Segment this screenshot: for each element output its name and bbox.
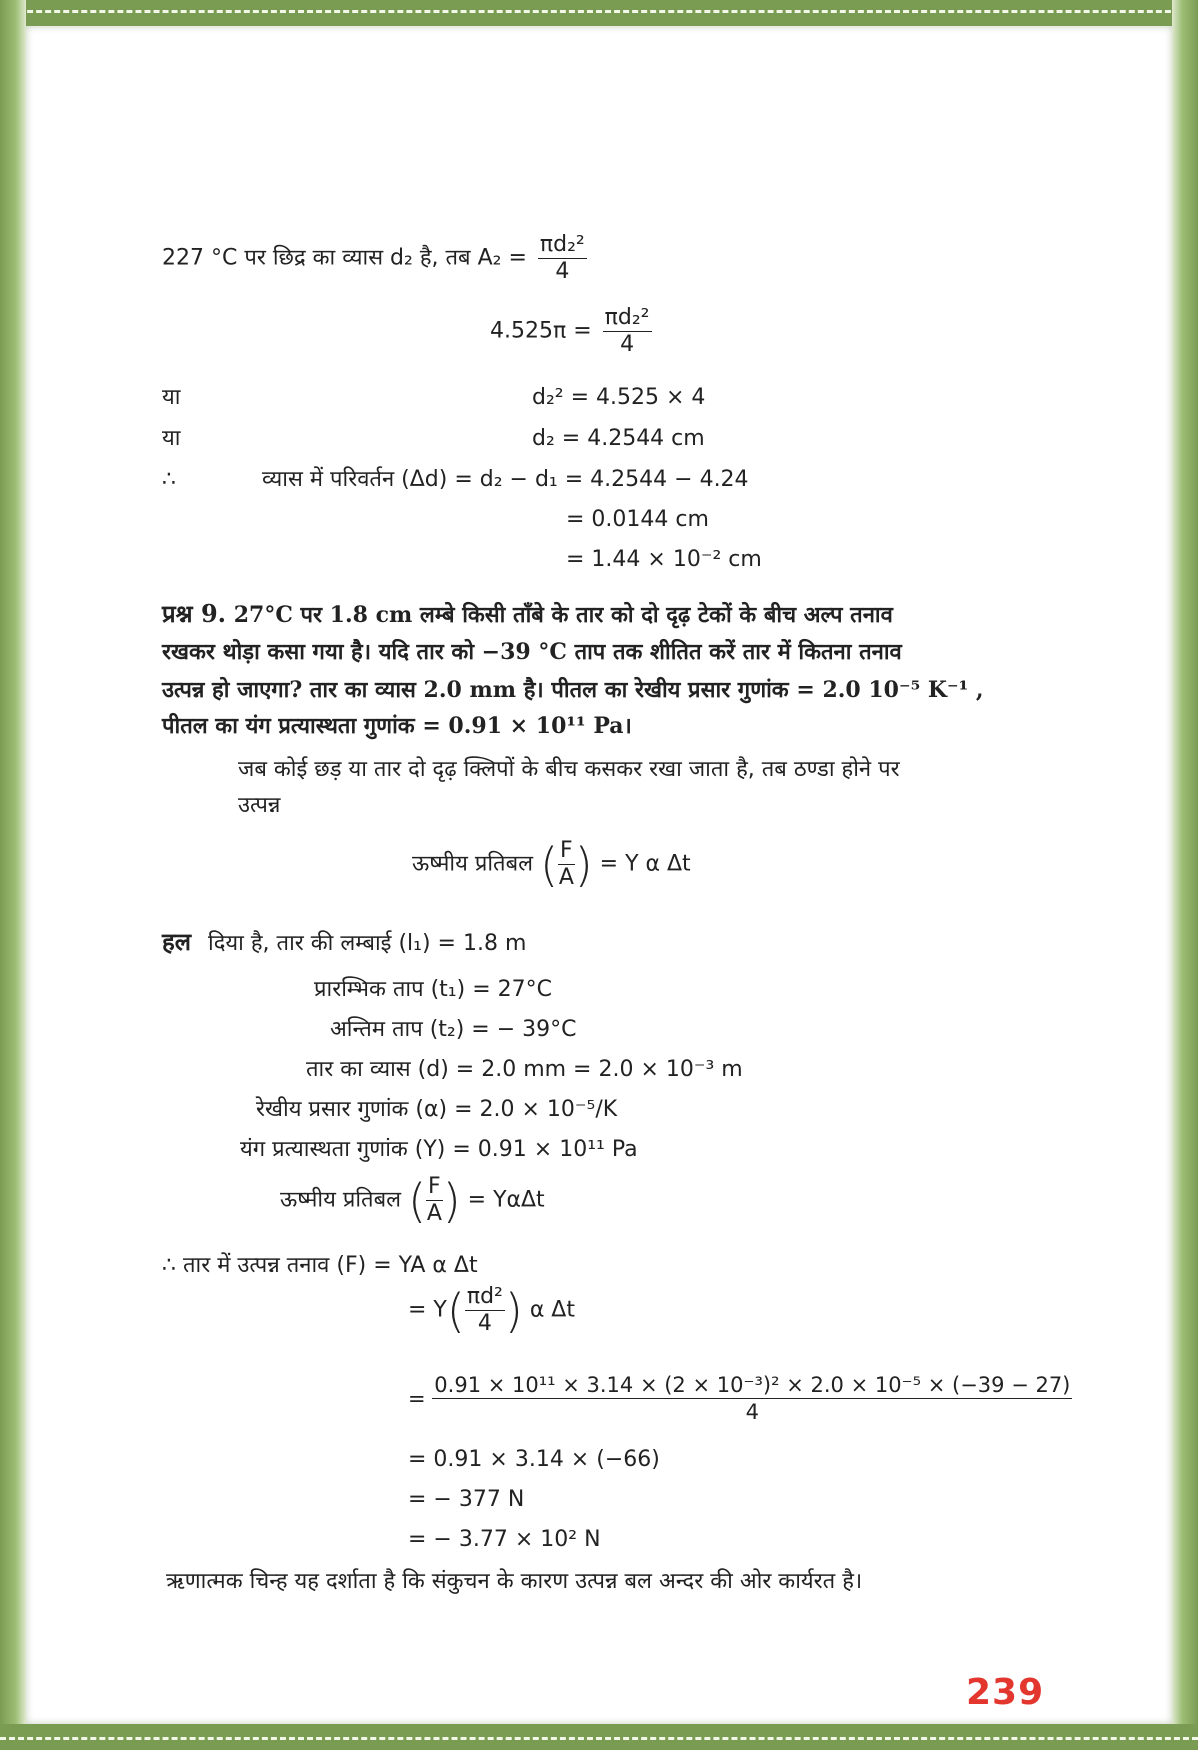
thermal-stress-right: = Y α Δt <box>599 851 691 877</box>
area-fraction <box>538 232 587 285</box>
stress-label: ऊष्मीय प्रतिबल <box>280 1187 402 1213</box>
intro-line-1: जब कोई छड़ या तार दो दृढ़ क्लिपों के बीच कसकर रखा जाता है, तब ठण्डा होने पर <box>238 757 900 782</box>
d2-equation: d₂ = 4.2544 cm <box>532 426 705 451</box>
question-line-1 <box>162 600 893 629</box>
given-length: दिया है, तार की लम्बाई (l₁) = 1.8 m <box>208 931 527 956</box>
solution-label: हल <box>162 928 192 956</box>
young-modulus: यंग प्रत्यास्थता गुणांक (Y) = 0.91 × 10¹¹ Pa <box>240 1137 638 1162</box>
step-1-left: = Y <box>408 1297 447 1323</box>
area-equation-denominator: 4 <box>620 332 635 357</box>
frame-bottom-stitch <box>0 1737 1198 1740</box>
linear-expansion-coefficient: रेखीय प्रसार गुणांक (α) = 2.0 × 10⁻⁵/K <box>256 1097 618 1122</box>
step-1-right: α Δt <box>529 1297 575 1323</box>
area-fraction-numerator: πd₂² <box>539 232 585 257</box>
step-1-fraction <box>465 1284 505 1337</box>
or-label-2: या <box>162 426 181 451</box>
solution-line <box>162 928 526 958</box>
diameter-change-result-1: = 0.0144 cm <box>566 507 709 532</box>
stress-formula <box>280 1174 545 1227</box>
frame-right-border <box>1172 0 1198 1750</box>
question-line-3: उत्पन्न हो जाएगा? तार का व्यास 2.0 mm है। पीतल का रेखीय प्रसार गुणांक = 2.0 10⁻⁵ K⁻¹ , <box>162 677 984 703</box>
area-fraction-denominator: 4 <box>555 259 570 284</box>
step-2 <box>408 1372 1072 1425</box>
tension-equation: ∴ तार में उत्पन्न तनाव (F) = YA α Δt <box>162 1253 478 1278</box>
thermal-stress-numerator: F <box>560 838 573 863</box>
step-2-fraction <box>432 1372 1072 1425</box>
wire-diameter: तार का व्यास (d) = 2.0 mm = 2.0 × 10⁻³ m <box>306 1057 743 1082</box>
area-equation-numerator: πd₂² <box>604 305 650 330</box>
intro-line-2: उत्पन्न <box>238 793 281 818</box>
page-number: 239 <box>966 1672 1045 1713</box>
area-equation-left: 4.525π = <box>490 318 592 344</box>
diameter-change-result-2: = 1.44 × 10⁻² cm <box>566 547 762 572</box>
step-1-left-paren: ( <box>446 1283 465 1338</box>
step-1-denominator: 4 <box>477 1311 492 1336</box>
or-label-1: या <box>162 385 181 410</box>
question-line-4: पीतल का यंग प्रत्यास्थता गुणांक = 0.91 × 10¹¹ Pa। <box>162 713 632 739</box>
frame-left-border <box>0 0 26 1750</box>
therefore-symbol: ∴ <box>162 467 176 492</box>
initial-temperature: प्रारम्भिक ताप (t₁) = 27°C <box>314 977 552 1002</box>
area-equation-fraction <box>603 305 652 358</box>
diameter-change-equation: व्यास में परिवर्तन (Δd) = d₂ − d₁ = 4.2544 − 4.24 <box>262 467 749 492</box>
stress-numerator: F <box>428 1174 441 1199</box>
d2-squared-equation: d₂² = 4.525 × 4 <box>532 385 706 410</box>
step-1 <box>408 1284 575 1337</box>
step-1-numerator: πd² <box>466 1284 503 1309</box>
hole-diameter-line <box>162 232 587 285</box>
step-4: = − 377 N <box>408 1487 525 1512</box>
right-paren: ) <box>574 837 593 892</box>
stress-left-paren: ( <box>408 1173 427 1228</box>
frame-top-stitch <box>0 10 1198 13</box>
final-temperature: अन्तिम ताप (t₂) = − 39°C <box>330 1017 577 1042</box>
step-3: = 0.91 × 3.14 × (−66) <box>408 1447 660 1472</box>
question-text-1: 27°C पर 1.8 cm लम्बे किसी ताँबे के तार को दो दृढ़ टेकों के बीच अल्प तनाव <box>233 602 893 628</box>
step-2-eq: = <box>408 1386 426 1411</box>
thermal-stress-denominator: A <box>558 865 574 890</box>
area-equation-line <box>490 305 652 358</box>
frame-top-border <box>0 0 1198 26</box>
stress-fraction <box>426 1174 443 1227</box>
step-2-denominator: 4 <box>745 1400 760 1424</box>
thermal-stress-fraction <box>558 838 575 891</box>
left-paren: ( <box>540 837 559 892</box>
step-1-right-paren: ) <box>504 1283 523 1338</box>
step-5: = − 3.77 × 10² N <box>408 1527 601 1552</box>
question-line-2: रखकर थोड़ा कसा गया है। यदि तार को −39 °C ताप तक शीतित करें तार में कितना तनाव <box>162 639 902 665</box>
conclusion-text: ऋणात्मक चिन्ह यह दर्शाता है कि संकुचन के कारण उत्पन्न बल अन्दर की ओर कार्यरत है। <box>166 1569 863 1594</box>
hole-diameter-text: 227 °C पर छिद्र का व्यास d₂ है, तब A₂ = <box>162 245 527 271</box>
stress-right: = YαΔt <box>467 1187 545 1213</box>
step-2-numerator: 0.91 × 10¹¹ × 3.14 × (2 × 10⁻³)² × 2.0 × 10⁻⁵ × (−39 − 27) <box>434 1373 1071 1397</box>
thermal-stress-label: ऊष्मीय प्रतिबल <box>412 851 534 877</box>
thermal-stress-formula <box>412 838 691 891</box>
question-label: प्रश्न 9. <box>162 599 227 628</box>
stress-right-paren: ) <box>442 1173 461 1228</box>
stress-denominator: A <box>426 1201 442 1226</box>
